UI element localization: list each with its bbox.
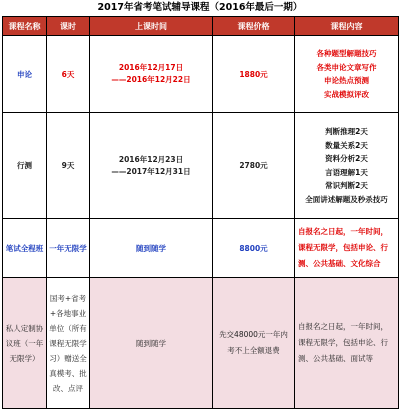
course-content: 自报名之日起，一年时间，课程无限学，包括申论、行测、公共基础、文化综合 <box>295 219 399 278</box>
course-table <box>2 16 399 409</box>
header-content: 课程内容 <box>295 17 399 36</box>
header-hours: 课时 <box>47 17 90 36</box>
time-start: 2016年12月23日 <box>118 154 184 164</box>
course-time <box>90 36 213 113</box>
course-name: 私人定制协议班（一年无限学） <box>3 278 47 409</box>
time-end: ——2017年12月31日 <box>111 166 191 176</box>
content-line: 言语理解1天 <box>325 167 368 177</box>
course-name: 申论 <box>3 36 47 113</box>
course-hours: 9天 <box>47 113 90 219</box>
course-price: 1880元 <box>213 36 295 113</box>
content-line: 申论热点预测 <box>324 76 369 85</box>
course-hours: 国考+省考+各地事业单位（所有课程无限学习）赠送全真模考、批改、点评 <box>47 278 90 409</box>
course-name: 行测 <box>3 113 47 219</box>
content-line: 常识判断2天 <box>325 181 368 190</box>
course-time <box>90 113 213 219</box>
course-name: 笔试全程班 <box>3 219 47 278</box>
course-hours: 6天 <box>47 36 90 113</box>
course-price: 先交48000元一年内考不上全额退费 <box>213 278 295 409</box>
course-content: 自报名之日起，一年时间，课程无限学，包括申论、行测、公共基础、面试等 <box>295 278 399 409</box>
header-course-name: 课程名称 <box>3 17 47 36</box>
course-hours: 一年无限学 <box>47 219 90 278</box>
course-price: 8800元 <box>213 219 295 278</box>
course-price: 2780元 <box>213 113 295 219</box>
content-line: 全面讲述解题及秒杀技巧 <box>305 194 388 204</box>
content-line: 各类申论文章写作 <box>316 62 377 72</box>
course-time: 随到随学 <box>90 219 213 278</box>
content-line: 实战模拟评改 <box>324 89 369 99</box>
course-content <box>295 36 399 113</box>
table-row <box>3 36 399 113</box>
course-time: 随到随学 <box>90 278 213 409</box>
header-price: 课程价格 <box>213 17 295 36</box>
time-end: ——2016年12月22日 <box>111 75 191 84</box>
page-title: 2017年省考笔试辅导课程（2016年最后一期） <box>97 2 303 13</box>
content-line: 判断推理2天 <box>325 127 368 136</box>
table-row <box>3 113 399 219</box>
table-row <box>3 278 399 409</box>
table-header-row <box>3 17 399 36</box>
header-time: 上课时间 <box>90 17 213 36</box>
time-start: 2016年12月17日 <box>118 63 184 72</box>
content-line: 各种题型解题技巧 <box>316 49 377 58</box>
content-line: 数量关系2天 <box>325 140 368 150</box>
course-content <box>295 113 399 219</box>
content-line: 资料分析2天 <box>325 154 368 163</box>
table-row <box>3 219 399 278</box>
